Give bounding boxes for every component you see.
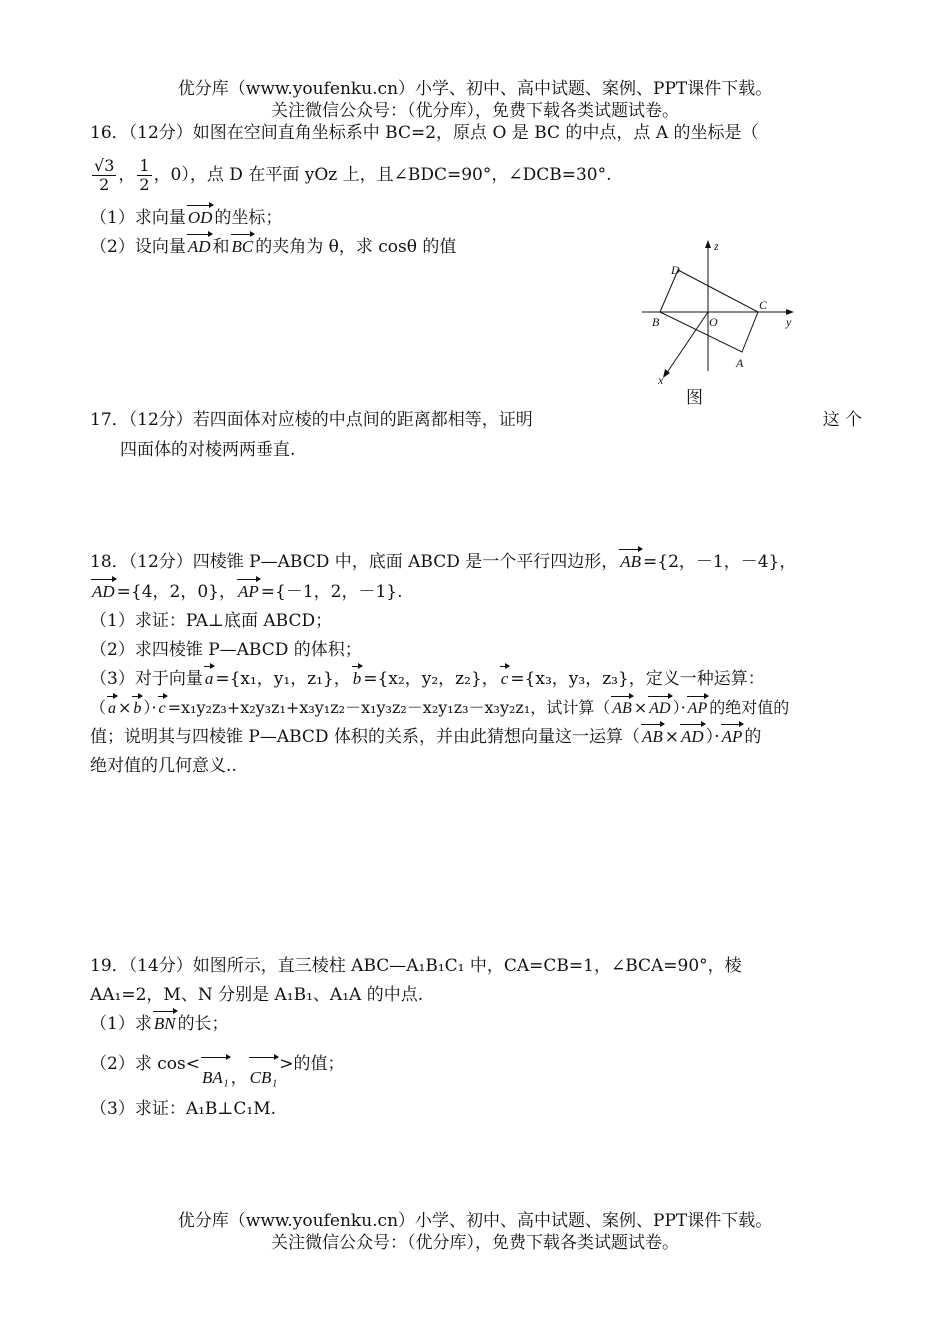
label-y: y (786, 315, 792, 329)
text: ={x₁，y₁，z₁}， (215, 669, 351, 689)
q18-part-3 (90, 667, 862, 691)
text: =x₁y₂z₃+x₂y₃z₁+x₃y₁z₂－x₁y₃z₂－x₂y₁z₃－x₃y₂z₁，试计算（ (167, 698, 611, 717)
times-sign: × (633, 698, 648, 717)
text: ={x₃，y₃，z₃}，定义一种运算： (510, 669, 765, 689)
vector-BA1: BA₁ (200, 1058, 231, 1098)
vector-AD: AD (90, 580, 117, 604)
header-line-2: 关注微信公众号：（优分库），免费下载各类试题试卷。 (271, 101, 679, 121)
text: 和 (212, 237, 230, 257)
vector-AP: AP (720, 725, 745, 749)
text: ={－1，2，－1}. (260, 582, 403, 602)
footer-line-1: 优分库（www.youfenku.cn）小学、初中、高中试题、案例、PPT课件下载。 (177, 1211, 773, 1231)
vector-AP: AP (686, 697, 710, 721)
text: （2）求 cos< (90, 1054, 200, 1074)
footer-line-2: 关注微信公众号：（优分库），免费下载各类试题试卷。 (271, 1233, 679, 1253)
frac-denominator: 2 (99, 175, 110, 194)
q16-line-2-text: ，0），点 D 在平面 yOz 上，且∠BDC=90°，∠DCB=30°. (153, 165, 612, 185)
z-axis-arrow (705, 240, 711, 248)
q16-coordinate-figure (630, 236, 810, 396)
q18-part-2: （2）求四棱锥 P—ABCD 的体积； (90, 640, 362, 660)
text: 的 (744, 727, 762, 747)
q17-line-2: 四面体的对棱两两垂直. (120, 440, 296, 460)
q17-line-1-right: 这 个 (822, 410, 862, 430)
dot-sign: · (680, 698, 686, 717)
q16-frac-sqrt3-over-2 (92, 157, 116, 194)
vector-AD: AD (647, 697, 672, 721)
q16-line-1: 16．（12分）如图在空间直角坐标系中 BC=2，原点 O 是 BC 的中点，点 A 的坐标是（ (90, 123, 759, 143)
text: （1）求 (90, 1014, 152, 1034)
q19-line-1: 19．（14分）如图所示，直三棱柱 ABC—A₁B₁C₁ 中，CA=CB=1，∠BCA=90°，棱 (90, 956, 742, 976)
text: 的坐标； (214, 208, 283, 228)
vector-BN: BN (152, 1012, 178, 1036)
times-sign: × (118, 698, 132, 717)
q18-formula-line: （ a × b ）· c =x₁y₂z₃+x₂y₃z₁+x₃y₁z₂－x₁y₃z₂－x₂y₁z₃－x₃y₂z₁，试计算（ AB × AD ）· AP 的绝对值的 (90, 696, 862, 721)
q19-line-2: AA₁=2，M、N 分别是 A₁B₁、A₁A 的中点. (90, 985, 424, 1005)
q19-part-1 (90, 1012, 862, 1036)
text: >的值； (279, 1054, 345, 1074)
q17-line-1 (90, 408, 862, 432)
vector-a: a (203, 667, 216, 691)
text: 的长； (177, 1014, 229, 1034)
q18-line-1 (90, 550, 862, 574)
text: ={2，－1，－4}， (643, 552, 797, 572)
q18-line-2 (90, 580, 862, 604)
x-axis (666, 312, 708, 374)
vector-b: b (131, 697, 143, 721)
label-z: z (714, 239, 719, 253)
text: （3）对于向量 (90, 669, 203, 689)
text: 值；说明其与四棱锥 P—ABCD 体积的关系，并由此猜想向量这一运算（ (90, 727, 640, 747)
q18-part-1: （1）求证：PA⊥底面 ABCD； (90, 611, 333, 631)
label-B: B (652, 315, 660, 329)
vector-AB: AB (640, 725, 665, 749)
text: 的绝对值的 (709, 698, 790, 717)
q16-part-1 (90, 206, 862, 230)
vector-OD: OD (186, 206, 215, 230)
text: 的夹角为 θ，求 cosθ 的值 (255, 237, 457, 257)
vector-c: c (499, 667, 511, 691)
text: ={x₂，y₂，z₂}， (363, 669, 499, 689)
q16-frac-1-over-2 (137, 157, 151, 194)
label-x: x (658, 373, 664, 387)
label-A: A (736, 356, 744, 370)
figure-caption: 图 (686, 388, 703, 408)
dot-sign: · (714, 727, 720, 747)
q16-line-2 (90, 150, 862, 200)
label-D: D (671, 263, 680, 277)
vector-AD: AD (679, 725, 706, 749)
label-O: O (709, 315, 718, 329)
vector-AD: AD (186, 235, 213, 259)
frac-denominator: 2 (139, 175, 150, 194)
text: 18．（12分）四棱锥 P—ABCD 中，底面 ABCD 是一个平行四边形， (90, 552, 619, 572)
vector-AB: AB (610, 697, 634, 721)
text: ={4，2，0}， (116, 582, 236, 602)
vector-AB: AB (618, 550, 643, 574)
vector-a: a (106, 697, 118, 721)
comma: ， (118, 165, 136, 185)
q18-line-7: 绝对值的几何意义.. (90, 756, 237, 776)
vector-CB1: CB₁ (248, 1058, 280, 1098)
vector-AP: AP (236, 580, 261, 604)
text: 17．（12分）若四面体对应棱的中点间的距离都相等，证明 (90, 410, 533, 430)
vector-c: c (157, 697, 168, 721)
q19-part-2 (90, 1044, 862, 1088)
q19-part-3: （3）求证：A₁B⊥C₁M. (90, 1099, 277, 1119)
times-sign: × (664, 727, 679, 747)
dot-sign: · (151, 698, 157, 717)
comma: ， (230, 1068, 248, 1088)
frac-numerator: √3 (94, 156, 115, 175)
text: （1）求向量 (90, 208, 186, 228)
frac-numerator: 1 (139, 156, 150, 175)
vector-b: b (351, 667, 364, 691)
text: （2）设向量 (90, 237, 186, 257)
quadrilateral-DCAB (660, 270, 758, 352)
vector-BC: BC (230, 235, 256, 259)
label-C: C (759, 298, 768, 312)
q18-line-6: 值；说明其与四棱锥 P—ABCD 体积的关系，并由此猜想向量这一运算（ AB × AD ）· AP 的 (90, 727, 762, 747)
header-line-1: 优分库（www.youfenku.cn）小学、初中、高中试题、案例、PPT课件下载。 (177, 79, 773, 99)
